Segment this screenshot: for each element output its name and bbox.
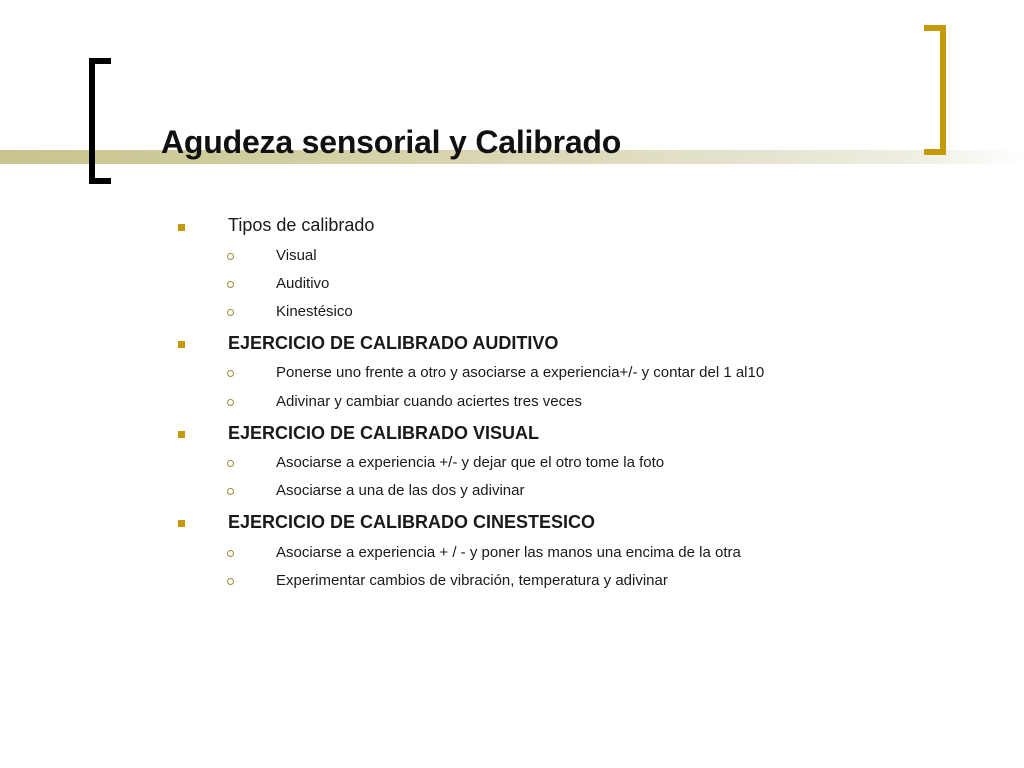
circle-bullet-icon bbox=[227, 550, 234, 557]
section-heading: EJERCICIO DE CALIBRADO AUDITIVO bbox=[228, 333, 559, 353]
section-heading: EJERCICIO DE CALIBRADO CINESTESICO bbox=[228, 512, 596, 532]
list-item: Asociarse a experiencia + / - y poner las manos una encima de la otra bbox=[276, 544, 741, 561]
left-bracket-decoration bbox=[89, 58, 111, 184]
section-heading: EJERCICIO DE CALIBRADO VISUAL bbox=[228, 423, 540, 443]
circle-bullet-icon bbox=[227, 370, 234, 377]
circle-bullet-icon bbox=[227, 309, 234, 316]
circle-bullet-icon bbox=[227, 399, 234, 406]
right-bracket-decoration bbox=[924, 25, 946, 155]
square-bullet-icon bbox=[178, 520, 185, 527]
circle-bullet-icon bbox=[227, 578, 234, 585]
list-item: Asociarse a experiencia +/- y dejar que el otro tome la foto bbox=[276, 454, 665, 471]
circle-bullet-icon bbox=[227, 488, 234, 495]
list-item: Auditivo bbox=[276, 275, 330, 292]
list-item: Visual bbox=[276, 247, 317, 264]
circle-bullet-icon bbox=[227, 253, 234, 260]
circle-bullet-icon bbox=[227, 281, 234, 288]
square-bullet-icon bbox=[178, 341, 185, 348]
list-item: Kinestésico bbox=[276, 303, 353, 320]
square-bullet-icon bbox=[178, 431, 185, 438]
square-bullet-icon bbox=[178, 224, 185, 231]
list-item: Experimentar cambios de vibración, temperatura y adivinar bbox=[276, 572, 668, 589]
circle-bullet-icon bbox=[227, 460, 234, 467]
slide-title: Agudeza sensorial y Calibrado bbox=[161, 124, 622, 160]
section-heading: Tipos de calibrado bbox=[228, 215, 375, 235]
list-item: Adivinar y cambiar cuando aciertes tres veces bbox=[276, 393, 582, 410]
list-item: Ponerse uno frente a otro y asociarse a experiencia+/- y contar del 1 al10 bbox=[276, 364, 765, 381]
list-item: Asociarse a una de las dos y adivinar bbox=[276, 482, 525, 499]
